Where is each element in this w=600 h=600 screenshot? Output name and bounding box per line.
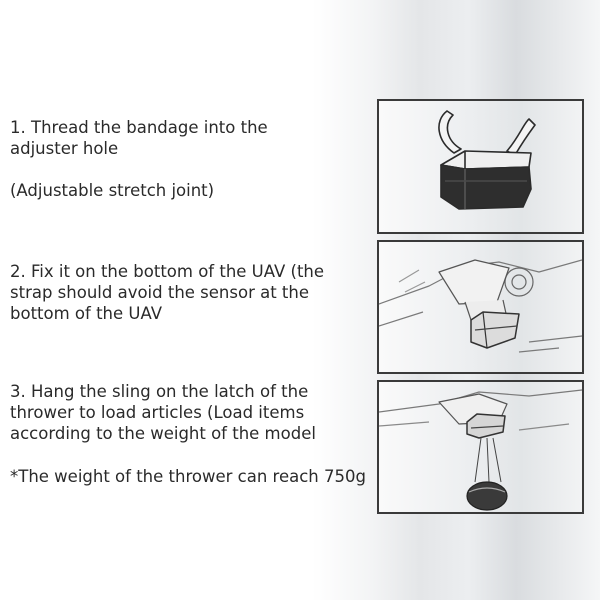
- drone-mounted-icon: [379, 242, 582, 372]
- illustration-panel-2: [377, 240, 584, 374]
- illustration-panel-1: [377, 99, 584, 234]
- step-1-text: 1. Thread the bandage into the adjuster hole: [10, 118, 268, 158]
- step-2-text: 2. Fix it on the bottom of the UAV (the strap should avoid the sensor at the bottom of the UAV: [10, 262, 325, 323]
- drone-sling-load-icon: [379, 382, 582, 512]
- illustration-panel-3: [377, 380, 584, 514]
- step-1-note: (Adjustable stretch joint): [10, 181, 215, 200]
- strap-adjuster-icon: [379, 101, 582, 232]
- weight-note: *The weight of the thrower can reach 750g: [10, 467, 366, 486]
- step-3-text: 3. Hang the sling on the latch of the thrower to load articles (Load items according to the weight of the model: [10, 382, 316, 443]
